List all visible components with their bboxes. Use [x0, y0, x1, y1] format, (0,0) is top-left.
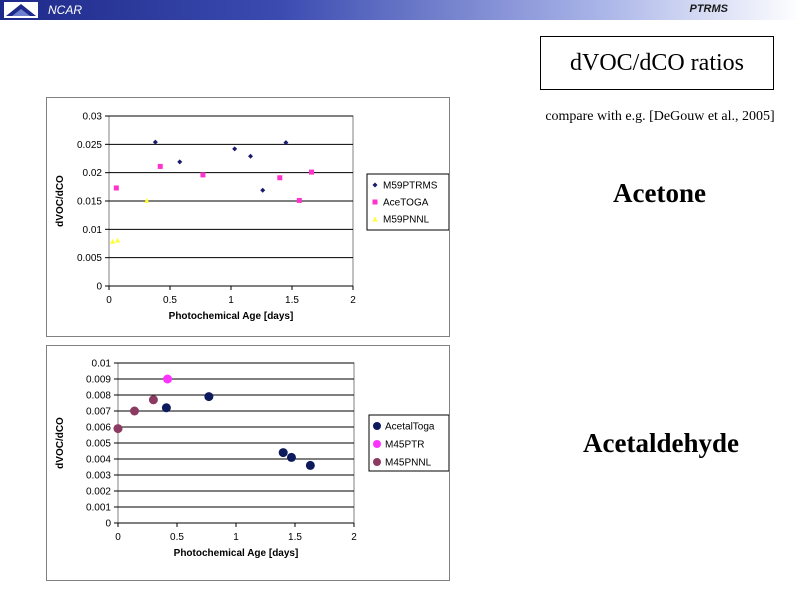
data-point — [309, 170, 314, 175]
data-point — [130, 407, 139, 416]
data-point — [306, 461, 315, 470]
data-point — [204, 392, 213, 401]
y-axis-label: dVOC/dCO — [55, 417, 66, 469]
x-tick-label: 1 — [233, 532, 239, 543]
y-tick-label: 0.002 — [85, 486, 111, 498]
y-tick-label: 0.01 — [82, 224, 102, 236]
x-tick-label: 0.5 — [163, 295, 177, 306]
project-name: PTRMS — [689, 3, 728, 15]
y-tick-label: 0.006 — [85, 422, 111, 434]
y-tick-label: 0.009 — [85, 374, 111, 386]
legend-label: AcetalToga — [385, 421, 435, 433]
y-tick-label: 0.01 — [91, 358, 111, 370]
y-tick-label: 0 — [96, 281, 102, 293]
y-tick-label: 0.005 — [76, 253, 102, 265]
legend-marker — [373, 422, 381, 430]
y-axis-label: dVOC/dCO — [55, 175, 66, 227]
x-tick-label: 2 — [351, 532, 357, 543]
y-tick-label: 0.02 — [82, 168, 102, 180]
acetaldehyde-chart-svg — [47, 346, 449, 580]
header-bar — [0, 0, 800, 20]
y-tick-label: 0.007 — [85, 406, 111, 418]
x-tick-label: 1.5 — [288, 532, 302, 543]
slide-title: dVOC/dCO ratios — [540, 36, 774, 90]
x-tick-label: 2 — [350, 295, 356, 306]
ncar-logo-icon — [4, 2, 38, 18]
y-tick-label: 0.03 — [82, 111, 102, 123]
y-tick-label: 0.005 — [85, 438, 111, 450]
x-tick-label: 0.5 — [170, 532, 184, 543]
legend-marker — [373, 200, 378, 205]
legend-marker — [373, 458, 381, 466]
data-point — [279, 448, 288, 457]
x-axis-label: Photochemical Age [days] — [168, 311, 294, 322]
y-tick-label: 0.003 — [85, 470, 111, 482]
acetaldehyde-chart — [46, 345, 450, 581]
legend-label: M45PNNL — [385, 457, 432, 469]
x-tick-label: 0 — [115, 532, 121, 543]
data-point — [200, 172, 205, 177]
data-point — [163, 375, 172, 384]
y-tick-label: 0 — [105, 518, 111, 530]
data-point — [162, 403, 171, 412]
y-tick-label: 0.025 — [76, 139, 102, 151]
legend-label: AceTOGA — [383, 197, 429, 209]
label-acetaldehyde: Acetaldehyde — [583, 428, 739, 458]
data-point — [277, 175, 282, 180]
data-point — [149, 395, 158, 404]
legend-label: M59PTRMS — [383, 180, 438, 192]
acetone-chart-svg — [47, 98, 449, 336]
data-point — [287, 453, 296, 462]
y-tick-label: 0.008 — [85, 390, 111, 402]
x-tick-label: 1 — [228, 295, 234, 306]
label-acetone: Acetone — [613, 178, 706, 208]
x-tick-label: 1.5 — [285, 295, 299, 306]
x-axis-label: Photochemical Age [days] — [173, 548, 299, 559]
legend-label: M45PTR — [385, 439, 425, 451]
comparison-note: compare with e.g. [DeGouw et al., 2005] — [545, 109, 775, 124]
y-tick-label: 0.004 — [85, 454, 111, 466]
data-point — [158, 164, 163, 169]
x-tick-label: 0 — [106, 295, 112, 306]
legend-marker — [373, 440, 381, 448]
acetone-chart — [46, 97, 450, 337]
y-tick-label: 0.001 — [85, 502, 111, 514]
legend-label: M59PNNL — [383, 214, 430, 226]
data-point — [114, 424, 123, 433]
y-tick-label: 0.015 — [76, 196, 102, 208]
data-point — [297, 198, 302, 203]
data-point — [114, 185, 119, 190]
org-name: NCAR — [48, 3, 83, 17]
